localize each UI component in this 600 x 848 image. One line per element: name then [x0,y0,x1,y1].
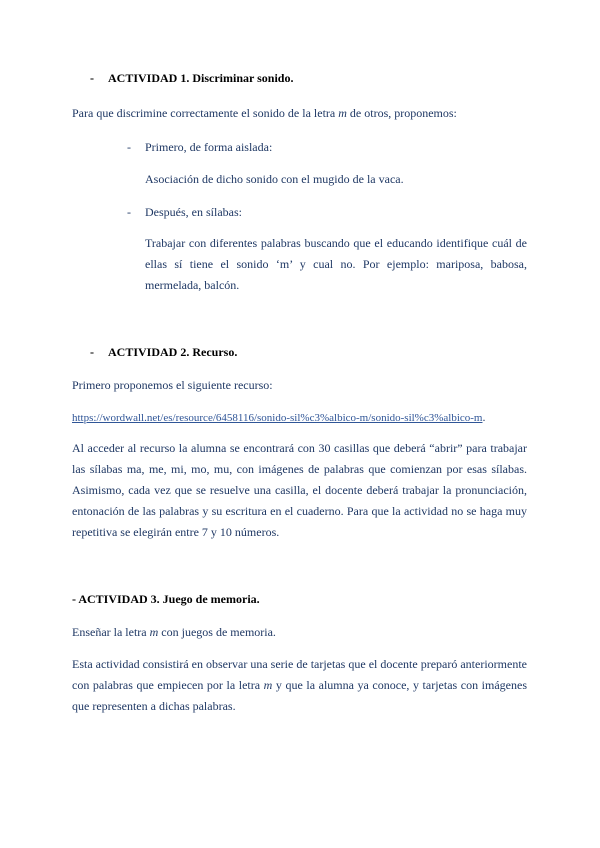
act1-item1: Primero, de forma aislada: [145,140,273,154]
act2-link-line: https://wordwall.net/es/resource/6458116/sonido-sil%c3%albico-m/sonido-sil%c3%albico-m. [72,410,486,424]
act1-item2-detail: Trabajar con diferentes palabras buscando que el educando identifique cuál de ellas sí tiene el sonido ‘m’ y cual no. Por ejemplo: mariposa, babosa, mermelada, balcón. [145,236,527,292]
act1-dash: - [90,71,94,85]
act1-heading: ACTIVIDAD 1. Discriminar sonido. [108,71,294,85]
act1-item1-dash: - [127,140,131,154]
act2-body: Al acceder al recurso la alumna se encontrará con 30 casillas que deberá “abrir” para trabajar las sílabas ma, me, mi, mo, mu, con imágenes de palabras que comienzan por esas sílabas. Asimismo, cada vez que se resuelve una casilla, el docente deberá trabajar la pronunciación, entonación de las palabras y su escritura en el cuaderno. Para que la actividad no se haga muy repetitiva se elegirán entre 7 y 10 números. [72,441,527,539]
letter-m: m [263,678,273,692]
act3-intro: Enseñar la letra m con juegos de memoria. [72,625,276,639]
act1-item1-detail: Asociación de dicho sonido con el mugido de la vaca. [145,172,404,186]
act2-dash: - [90,345,94,359]
act3-body: Esta actividad consistirá en observar una serie de tarjetas que el docente preparó anteriormente con palabras que empiecen por la letra m y que la alumna ya conoce, y tarjetas con imágenes que representen a dichas palabras. [72,657,528,713]
act1-item2: Después, en sílabas: [145,205,242,219]
letter-m: m [338,106,347,120]
letter-m: m [149,625,159,639]
act2-heading: ACTIVIDAD 2. Recurso. [108,345,238,359]
act2-intro: Primero proponemos el siguiente recurso: [72,378,273,392]
act1-intro: Para que discrimine correctamente el sonido de la letra m de otros, proponemos: [72,106,457,120]
resource-link[interactable]: https://wordwall.net/es/resource/6458116/sonido-sil%c3%albico-m/sonido-sil%c3%albico-m [72,412,483,424]
act3-heading: - ACTIVIDAD 3. Juego de memoria. [72,592,260,606]
act1-item2-dash: - [127,205,131,219]
